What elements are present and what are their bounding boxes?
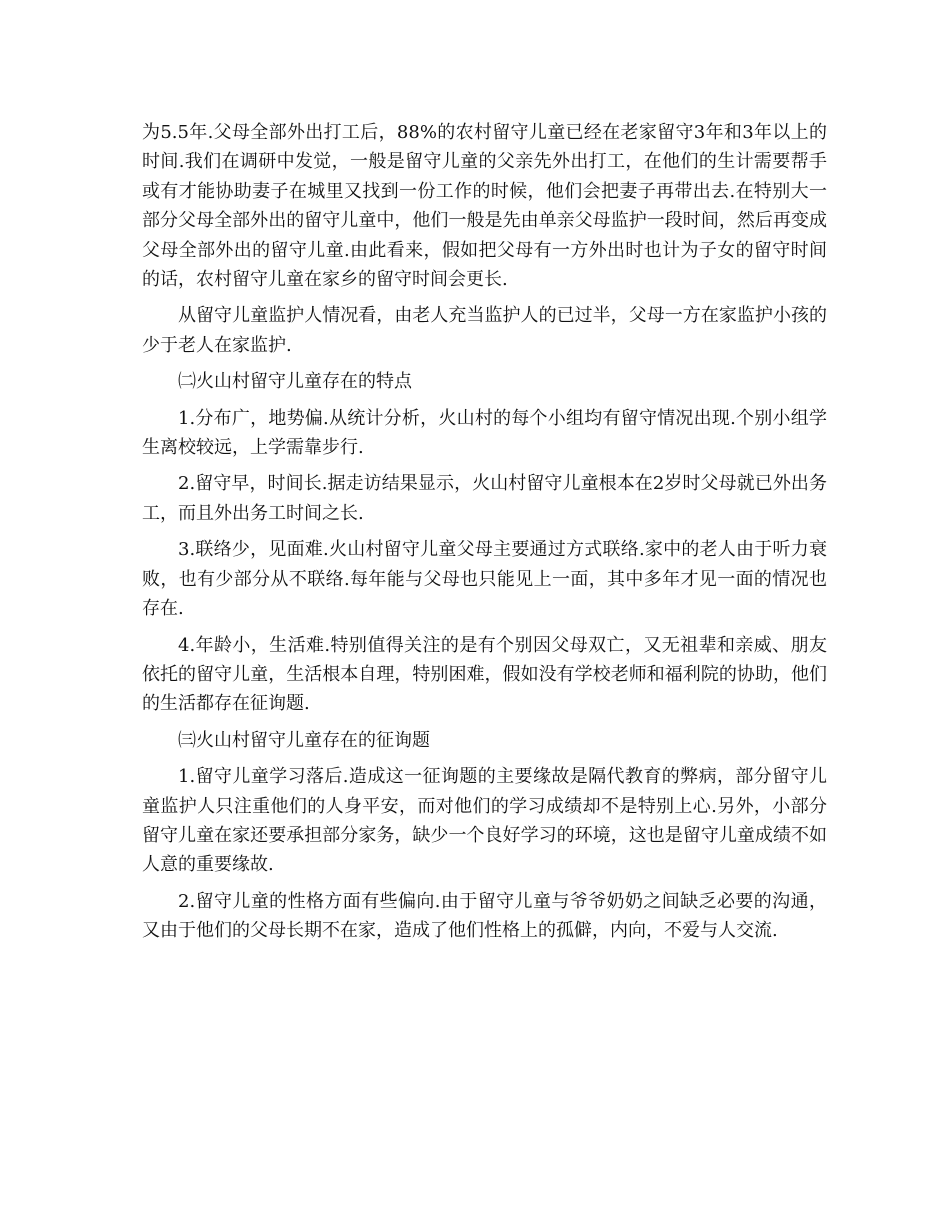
- list-item-2: 2.留守早，时间长.据走访结果显示，火山村留守儿童根本在2岁时父母就已外出务工，而且外出务工时间之长.: [142, 473, 827, 524]
- section-heading-problems: ㈢火山村留守儿童存在的征询题: [178, 729, 430, 751]
- document-body: [142, 118, 827, 953]
- list-item-3: 3.联络少，见面难.火山村留守儿童父母主要通过方式联络.家中的老人由于听力衰败，也有少部分从不联络.每年能与父母也只能见上一面，其中多年才见一面的情况也存在.: [142, 539, 827, 620]
- list-item-4: 4.年龄小，生活难.特别值得关注的是有个别因父母双亡，又无祖辈和亲威、朋友依托的留守儿童，生活根本自理，特别困难，假如没有学校老师和福利院的协助，他们的生活都存在征询题.: [142, 634, 827, 715]
- problem-item-2: 2.留守儿童的性格方面有些偏向.由于留守儿童与爷爷奶奶之间缺乏必要的沟通，又由于他们的父母长期不在家，造成了他们性格上的孤僻，内向，不爱与人交流.: [142, 890, 827, 942]
- section-heading-characteristics: ㈡火山村留守儿童存在的特点: [178, 371, 412, 393]
- problem-item-1: 1.留守儿童学习落后.造成这一征询题的主要缘故是隔代教育的弊病，部分留守儿童监护人只注重他们的人身平安，而对他们的学习成绩却不是特别上心.另外，小部分留守儿童在家还要承担部分家务，缺少一个良好学习的环境，这也是留守儿童成绩不如人意的重要缘故.: [142, 766, 827, 876]
- list-item-1: 1.分布广，地势偏.从统计分析，火山村的每个小组均有留守情况出现.个别小组学生离校较远，上学需靠步行.: [142, 407, 827, 459]
- paragraph-continuation: 为5.5年.父母全部外出打工后，88%的农村留守儿童已经在老家留守3年和3年以上的时间.我们在调研中发觉，一般是留守儿童的父亲先外出打工，在他们的生计需要帮手或有才能协助妻子在城里又找到一份工作的时候，他们会把妻子再带出去.在特别大一部分父母全部外出的留守儿童中，他们一般是先由单亲父母监护一段时间，然后再变成父母全部外出的留守儿童.由此看来，假如把父母有一方外出时也计为子女的留守时间的话，农村留守儿童在家乡的留守时间会更长.: [142, 122, 827, 291]
- paragraph-guardian-situation: 从留守儿童监护人情况看，由老人充当监护人的已过半，父母一方在家监护小孩的少于老人在家监护.: [142, 305, 827, 356]
